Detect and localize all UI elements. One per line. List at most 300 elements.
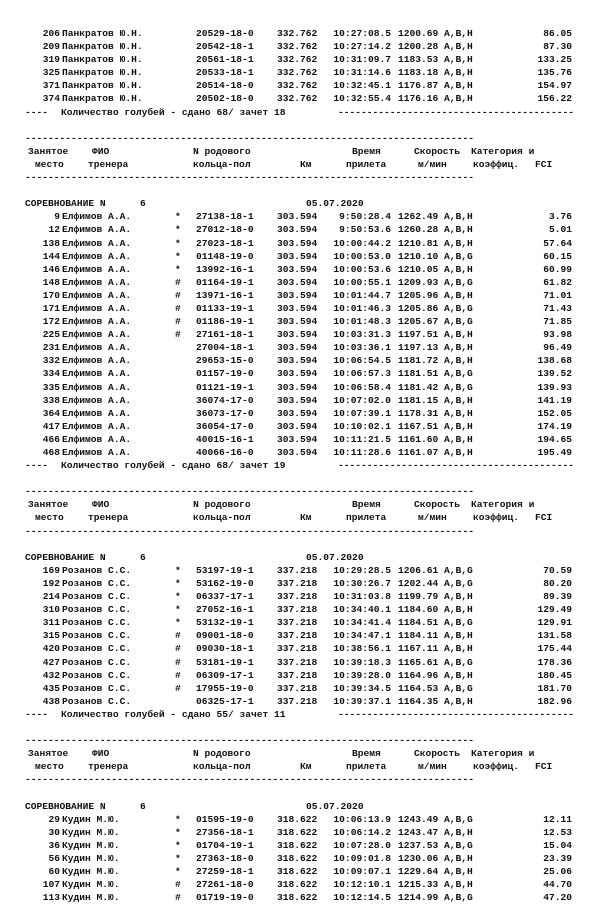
result-row bbox=[0, 656, 600, 669]
result-row bbox=[0, 210, 600, 223]
rule-text: ------------------------------------------------------------------------------ bbox=[25, 735, 475, 747]
fancier-name: Елфимов А.А. bbox=[62, 407, 132, 419]
ring-number: 01595-19-0 bbox=[196, 813, 254, 825]
result-row bbox=[0, 302, 600, 315]
place: 311 bbox=[42, 617, 60, 629]
speed: 1243.47 bbox=[398, 826, 439, 838]
speed: 1165.61 bbox=[398, 656, 439, 668]
category: A,B,G bbox=[444, 892, 473, 904]
arrival-time: 10:11:28.6 bbox=[333, 447, 391, 458]
hdr-fci: FCI bbox=[535, 512, 553, 524]
category: A,B,G bbox=[444, 682, 473, 694]
fci: 57.64 bbox=[543, 237, 572, 249]
hdr-name: ФИО bbox=[92, 499, 110, 511]
distance-km: 318.622 bbox=[277, 892, 318, 904]
distance-km: 337.218 bbox=[277, 669, 318, 681]
arrival-time: 10:01:46.3 bbox=[333, 302, 391, 314]
ring-number: 27023-18-1 bbox=[196, 237, 254, 249]
fancier-name: Розанов С.С. bbox=[62, 656, 132, 668]
speed: 1197.51 bbox=[398, 329, 439, 341]
distance-km: 332.762 bbox=[277, 54, 318, 66]
arrival-time: 10:34:41.4 bbox=[333, 617, 391, 629]
ring-number: 27052-16-1 bbox=[196, 604, 254, 616]
fancier-name: Кудин М.Ю. bbox=[62, 839, 120, 851]
fci: 152.05 bbox=[537, 407, 572, 419]
category: A,B,H bbox=[444, 80, 473, 92]
ring-mark: # bbox=[175, 669, 181, 681]
distance-km: 337.218 bbox=[277, 695, 318, 707]
place: 56 bbox=[48, 852, 60, 864]
result-row bbox=[0, 813, 600, 826]
ring-number: 53162-19-0 bbox=[196, 577, 254, 589]
summary-line bbox=[0, 106, 600, 119]
hdr-time: Время bbox=[352, 499, 381, 511]
summary-suffix: ----------------------------------------- bbox=[338, 708, 575, 720]
hdr-place2: место bbox=[35, 512, 64, 524]
distance-km: 303.594 bbox=[277, 316, 318, 328]
column-header-1 bbox=[0, 747, 600, 760]
place: 29 bbox=[48, 813, 60, 825]
place: 466 bbox=[42, 433, 60, 445]
fci: 93.98 bbox=[543, 329, 572, 341]
arrival-time: 10:00:55.1 bbox=[333, 276, 391, 288]
fancier-name: Елфимов А.А. bbox=[62, 433, 132, 445]
fci: 131.58 bbox=[537, 630, 572, 642]
place: 225 bbox=[42, 329, 60, 341]
speed: 1176.87 bbox=[398, 80, 439, 92]
fci: 180.45 bbox=[537, 669, 572, 681]
place: 310 bbox=[42, 604, 60, 616]
fci: 5.01 bbox=[548, 224, 572, 236]
distance-km: 303.594 bbox=[277, 263, 318, 275]
arrival-time: 10:32:55.4 bbox=[333, 93, 391, 105]
result-row bbox=[0, 446, 600, 459]
place: 9 bbox=[54, 211, 60, 223]
fancier-name: Кудин М.Ю. bbox=[62, 879, 120, 891]
ring-number: 36073-17-0 bbox=[196, 407, 254, 419]
summary-line bbox=[0, 708, 600, 721]
ring-mark: # bbox=[175, 643, 181, 655]
ring-number: 06309-17-1 bbox=[196, 669, 254, 681]
distance-km: 318.622 bbox=[277, 879, 318, 891]
distance-km: 332.762 bbox=[277, 93, 318, 105]
rule-text: ------------------------------------------------------------------------------ bbox=[25, 525, 475, 537]
result-row bbox=[0, 40, 600, 53]
place: 432 bbox=[42, 669, 60, 681]
ring-mark: * bbox=[175, 866, 181, 877]
blank-line bbox=[0, 721, 600, 734]
hdr-place: Занятое bbox=[28, 145, 69, 157]
place: 427 bbox=[42, 656, 60, 668]
fci: 71.01 bbox=[543, 289, 572, 301]
distance-km: 332.762 bbox=[277, 67, 318, 79]
place: 374 bbox=[42, 93, 60, 105]
fci: 135.76 bbox=[537, 67, 572, 79]
fancier-name: Елфимов А.А. bbox=[62, 263, 132, 275]
fancier-name: Розанов С.С. bbox=[62, 591, 132, 603]
category: A,B,G bbox=[444, 564, 473, 576]
fancier-name: Панкратов Ю.Н. bbox=[62, 80, 143, 92]
summary-text: Количество голубей - сдано 68/ зачет 19 bbox=[61, 460, 286, 472]
category: A,B,H bbox=[444, 211, 473, 223]
place: 438 bbox=[42, 695, 60, 707]
distance-km: 337.218 bbox=[277, 604, 318, 616]
speed: 1181.15 bbox=[398, 394, 439, 406]
hdr-km: Км bbox=[300, 158, 312, 170]
category: A,B,H bbox=[444, 695, 473, 707]
ring-number: 01704-19-1 bbox=[196, 839, 254, 851]
separator-rule bbox=[0, 734, 600, 747]
competition-date: 05.07.2020 bbox=[306, 551, 364, 563]
result-row bbox=[0, 878, 600, 891]
fci: 194.65 bbox=[537, 433, 572, 445]
fci: 182.96 bbox=[537, 695, 572, 707]
fancier-name: Елфимов А.А. bbox=[62, 420, 132, 432]
fci: 138.68 bbox=[537, 355, 572, 367]
speed: 1184.11 bbox=[398, 630, 439, 642]
speed: 1205.67 bbox=[398, 316, 439, 328]
category: A,B,H bbox=[444, 643, 473, 655]
ring-number: 09030-18-1 bbox=[196, 643, 254, 655]
fci: 174.19 bbox=[537, 420, 572, 432]
ring-number: 01186-19-1 bbox=[196, 316, 254, 328]
fancier-name: Елфимов А.А. bbox=[62, 355, 132, 367]
fancier-name: Розанов С.С. bbox=[62, 669, 132, 681]
fancier-name: Кудин М.Ю. bbox=[62, 866, 120, 877]
distance-km: 303.594 bbox=[277, 250, 318, 262]
place: 60 bbox=[48, 866, 60, 877]
fci: 47.20 bbox=[543, 892, 572, 904]
fci: 195.49 bbox=[537, 447, 572, 458]
result-row bbox=[0, 420, 600, 433]
fci: 175.44 bbox=[537, 643, 572, 655]
arrival-time: 10:12:10.1 bbox=[333, 879, 391, 891]
arrival-time: 10:31:03.8 bbox=[333, 591, 391, 603]
speed: 1262.49 bbox=[398, 211, 439, 223]
distance-km: 337.218 bbox=[277, 643, 318, 655]
hdr-place2: место bbox=[35, 761, 64, 773]
ring-number: 27356-18-1 bbox=[196, 826, 254, 838]
summary-line bbox=[0, 459, 600, 472]
fancier-name: Розанов С.С. bbox=[62, 643, 132, 655]
arrival-time: 10:27:14.2 bbox=[333, 41, 391, 53]
distance-km: 337.218 bbox=[277, 564, 318, 576]
ring-number: 20529-18-0 bbox=[196, 28, 254, 39]
distance-km: 337.218 bbox=[277, 617, 318, 629]
distance-km: 303.594 bbox=[277, 329, 318, 341]
ring-number: 27161-18-1 bbox=[196, 329, 254, 341]
ring-mark: # bbox=[175, 276, 181, 288]
hdr-time: Время bbox=[352, 748, 381, 760]
fancier-name: Елфимов А.А. bbox=[62, 447, 132, 458]
ring-number: 29653-15-0 bbox=[196, 355, 254, 367]
hdr-km: Км bbox=[300, 761, 312, 773]
distance-km: 318.622 bbox=[277, 866, 318, 877]
ring-number: 27261-18-0 bbox=[196, 879, 254, 891]
summary-suffix: ----------------------------------------- bbox=[338, 106, 575, 118]
fancier-name: Кудин М.Ю. bbox=[62, 852, 120, 864]
fci: 139.93 bbox=[537, 381, 572, 393]
competition-date: 05.07.2020 bbox=[306, 198, 364, 210]
fci: 154.97 bbox=[537, 80, 572, 92]
competition-number: 6 bbox=[140, 551, 146, 563]
speed: 1200.28 bbox=[398, 41, 439, 53]
category: A,B,G bbox=[444, 302, 473, 314]
category: A,B,H bbox=[444, 54, 473, 66]
category: A,B,H bbox=[444, 224, 473, 236]
place: 335 bbox=[42, 381, 60, 393]
hdr-place2: место bbox=[35, 158, 64, 170]
category: A,B,H bbox=[444, 852, 473, 864]
category: A,B,H bbox=[444, 879, 473, 891]
arrival-time: 10:09:07.1 bbox=[333, 866, 391, 877]
column-header-1 bbox=[0, 498, 600, 511]
category: A,B,G bbox=[444, 250, 473, 262]
speed: 1215.33 bbox=[398, 879, 439, 891]
arrival-time: 10:00:53.0 bbox=[333, 250, 391, 262]
result-row bbox=[0, 223, 600, 236]
ring-number: 20502-18-0 bbox=[196, 93, 254, 105]
arrival-time: 10:27:08.5 bbox=[333, 28, 391, 39]
arrival-time: 10:00:53.6 bbox=[333, 263, 391, 275]
fancier-name: Розанов С.С. bbox=[62, 577, 132, 589]
ring-mark: * bbox=[175, 826, 181, 838]
speed: 1167.11 bbox=[398, 643, 439, 655]
ring-mark: * bbox=[175, 813, 181, 825]
ring-mark: # bbox=[175, 302, 181, 314]
arrival-time: 10:10:02.1 bbox=[333, 420, 391, 432]
ring-number: 01121-19-1 bbox=[196, 381, 254, 393]
hdr-name2: тренера bbox=[88, 158, 129, 170]
result-row bbox=[0, 367, 600, 380]
place: 12 bbox=[48, 224, 60, 236]
place: 325 bbox=[42, 67, 60, 79]
separator-rule bbox=[0, 485, 600, 498]
fancier-name: Розанов С.С. bbox=[62, 617, 132, 629]
speed: 1184.51 bbox=[398, 617, 439, 629]
result-row bbox=[0, 891, 600, 904]
category: A,B,H bbox=[444, 28, 473, 39]
distance-km: 303.594 bbox=[277, 381, 318, 393]
category: A,B,G bbox=[444, 839, 473, 851]
fci: 60.15 bbox=[543, 250, 572, 262]
speed: 1260.28 bbox=[398, 224, 439, 236]
category: A,B,G bbox=[444, 368, 473, 380]
distance-km: 337.218 bbox=[277, 682, 318, 694]
distance-km: 332.762 bbox=[277, 28, 318, 39]
speed: 1200.69 bbox=[398, 28, 439, 39]
place: 36 bbox=[48, 839, 60, 851]
ring-mark: * bbox=[175, 263, 181, 275]
ring-number: 17955-19-0 bbox=[196, 682, 254, 694]
hdr-cat: Категория и bbox=[471, 145, 535, 157]
arrival-time: 10:06:54.5 bbox=[333, 355, 391, 367]
competition-number: 6 bbox=[140, 800, 146, 812]
hdr-arrival: прилета bbox=[346, 761, 387, 773]
place: 319 bbox=[42, 54, 60, 66]
fci: 12.11 bbox=[543, 813, 572, 825]
result-row bbox=[0, 315, 600, 328]
ring-mark: * bbox=[175, 237, 181, 249]
category: A,B,H bbox=[444, 433, 473, 445]
place: 172 bbox=[42, 316, 60, 328]
speed: 1181.51 bbox=[398, 368, 439, 380]
fancier-name: Елфимов А.А. bbox=[62, 302, 132, 314]
fancier-name: Кудин М.Ю. bbox=[62, 826, 120, 838]
arrival-time: 10:01:44.7 bbox=[333, 289, 391, 301]
blank-line bbox=[0, 538, 600, 551]
fci: 129.91 bbox=[537, 617, 572, 629]
hdr-mmin: м/мин bbox=[418, 761, 447, 773]
category: A,B,H bbox=[444, 866, 473, 877]
distance-km: 303.594 bbox=[277, 302, 318, 314]
category: A,B,H bbox=[444, 826, 473, 838]
fancier-name: Кудин М.Ю. bbox=[62, 813, 120, 825]
result-row bbox=[0, 394, 600, 407]
speed: 1205.96 bbox=[398, 289, 439, 301]
blank-line bbox=[0, 119, 600, 132]
speed: 1199.79 bbox=[398, 591, 439, 603]
category: A,B,H bbox=[444, 355, 473, 367]
place: 144 bbox=[42, 250, 60, 262]
result-row bbox=[0, 839, 600, 852]
speed: 1210.05 bbox=[398, 263, 439, 275]
category: A,B,H bbox=[444, 237, 473, 249]
result-row bbox=[0, 564, 600, 577]
arrival-time: 10:39:28.0 bbox=[333, 669, 391, 681]
arrival-time: 10:11:21.5 bbox=[333, 433, 391, 445]
category: A,B,H bbox=[444, 669, 473, 681]
distance-km: 337.218 bbox=[277, 591, 318, 603]
arrival-time: 10:07:39.1 bbox=[333, 407, 391, 419]
result-row bbox=[0, 433, 600, 446]
fancier-name: Елфимов А.А. bbox=[62, 224, 132, 236]
ring-mark: # bbox=[175, 892, 181, 904]
category: A,B,H bbox=[444, 604, 473, 616]
place: 468 bbox=[42, 447, 60, 458]
place: 332 bbox=[42, 355, 60, 367]
hdr-cat: Категория и bbox=[471, 499, 535, 511]
ring-number: 13992-16-1 bbox=[196, 263, 254, 275]
fci: 139.52 bbox=[537, 368, 572, 380]
speed: 1206.61 bbox=[398, 564, 439, 576]
place: 138 bbox=[42, 237, 60, 249]
hdr-mmin: м/мин bbox=[418, 512, 447, 524]
ring-mark: * bbox=[175, 250, 181, 262]
category: A,B,H bbox=[444, 394, 473, 406]
fci: 133.25 bbox=[537, 54, 572, 66]
speed: 1161.07 bbox=[398, 447, 439, 458]
result-row bbox=[0, 865, 600, 878]
ring-mark: # bbox=[175, 329, 181, 341]
arrival-time: 10:29:28.5 bbox=[333, 564, 391, 576]
hdr-fci: FCI bbox=[535, 761, 553, 773]
distance-km: 303.594 bbox=[277, 407, 318, 419]
category: A,B,G bbox=[444, 276, 473, 288]
fci: 15.04 bbox=[543, 839, 572, 851]
place: 113 bbox=[42, 892, 60, 904]
arrival-time: 10:00:44.2 bbox=[333, 237, 391, 249]
ring-mark: * bbox=[175, 852, 181, 864]
arrival-time: 10:31:14.6 bbox=[333, 67, 391, 79]
distance-km: 318.622 bbox=[277, 852, 318, 864]
fci: 129.49 bbox=[537, 604, 572, 616]
result-row bbox=[0, 603, 600, 616]
distance-km: 318.622 bbox=[277, 839, 318, 851]
competition-number: 6 bbox=[140, 198, 146, 210]
ring-number: 27004-18-1 bbox=[196, 342, 254, 354]
separator-rule bbox=[0, 525, 600, 538]
ring-number: 27259-18-1 bbox=[196, 866, 254, 877]
hdr-speed: Скорость bbox=[414, 499, 461, 511]
distance-km: 332.762 bbox=[277, 41, 318, 53]
ring-mark: * bbox=[175, 211, 181, 223]
ring-number: 53132-19-1 bbox=[196, 617, 254, 629]
arrival-time: 10:01:48.3 bbox=[333, 316, 391, 328]
ring-mark: # bbox=[175, 630, 181, 642]
hdr-name: ФИО bbox=[92, 748, 110, 760]
hdr-ring2: кольца-пол bbox=[193, 512, 251, 524]
fci: 141.19 bbox=[537, 394, 572, 406]
result-row bbox=[0, 381, 600, 394]
fancier-name: Елфимов А.А. bbox=[62, 342, 132, 354]
fci: 156.22 bbox=[537, 93, 572, 105]
rule-text: ------------------------------------------------------------------------------ bbox=[25, 486, 475, 498]
place: 206 bbox=[42, 28, 60, 39]
distance-km: 303.594 bbox=[277, 237, 318, 249]
speed: 1167.51 bbox=[398, 420, 439, 432]
competition-line bbox=[0, 197, 600, 210]
result-row bbox=[0, 682, 600, 695]
fancier-name: Елфимов А.А. bbox=[62, 381, 132, 393]
fancier-name: Розанов С.С. bbox=[62, 604, 132, 616]
arrival-time: 10:09:01.8 bbox=[333, 852, 391, 864]
result-row bbox=[0, 250, 600, 263]
arrival-time: 10:34:47.1 bbox=[333, 630, 391, 642]
arrival-time: 10:39:34.5 bbox=[333, 682, 391, 694]
place: 338 bbox=[42, 394, 60, 406]
ring-number: 27138-18-1 bbox=[196, 211, 254, 223]
result-row bbox=[0, 92, 600, 105]
ring-mark: * bbox=[175, 604, 181, 616]
speed: 1210.10 bbox=[398, 250, 439, 262]
fancier-name: Елфимов А.А. bbox=[62, 316, 132, 328]
ring-number: 36054-17-0 bbox=[196, 420, 254, 432]
fancier-name: Елфимов А.А. bbox=[62, 211, 132, 223]
result-row bbox=[0, 341, 600, 354]
ring-number: 20561-18-1 bbox=[196, 54, 254, 66]
ring-mark: # bbox=[175, 682, 181, 694]
fancier-name: Елфимов А.А. bbox=[62, 368, 132, 380]
result-row bbox=[0, 642, 600, 655]
speed: 1237.53 bbox=[398, 839, 439, 851]
summary-prefix: ---- bbox=[25, 460, 49, 472]
rule-text: ------------------------------------------------------------------------------ bbox=[25, 132, 475, 144]
result-row bbox=[0, 590, 600, 603]
fci: 61.82 bbox=[543, 276, 572, 288]
distance-km: 303.594 bbox=[277, 355, 318, 367]
hdr-time: Время bbox=[352, 145, 381, 157]
distance-km: 337.218 bbox=[277, 630, 318, 642]
place: 146 bbox=[42, 263, 60, 275]
speed: 1184.60 bbox=[398, 604, 439, 616]
speed: 1164.35 bbox=[398, 695, 439, 707]
fancier-name: Елфимов А.А. bbox=[62, 250, 132, 262]
speed: 1209.93 bbox=[398, 276, 439, 288]
fancier-name: Елфимов А.А. bbox=[62, 394, 132, 406]
ring-mark: * bbox=[175, 564, 181, 576]
distance-km: 303.594 bbox=[277, 420, 318, 432]
